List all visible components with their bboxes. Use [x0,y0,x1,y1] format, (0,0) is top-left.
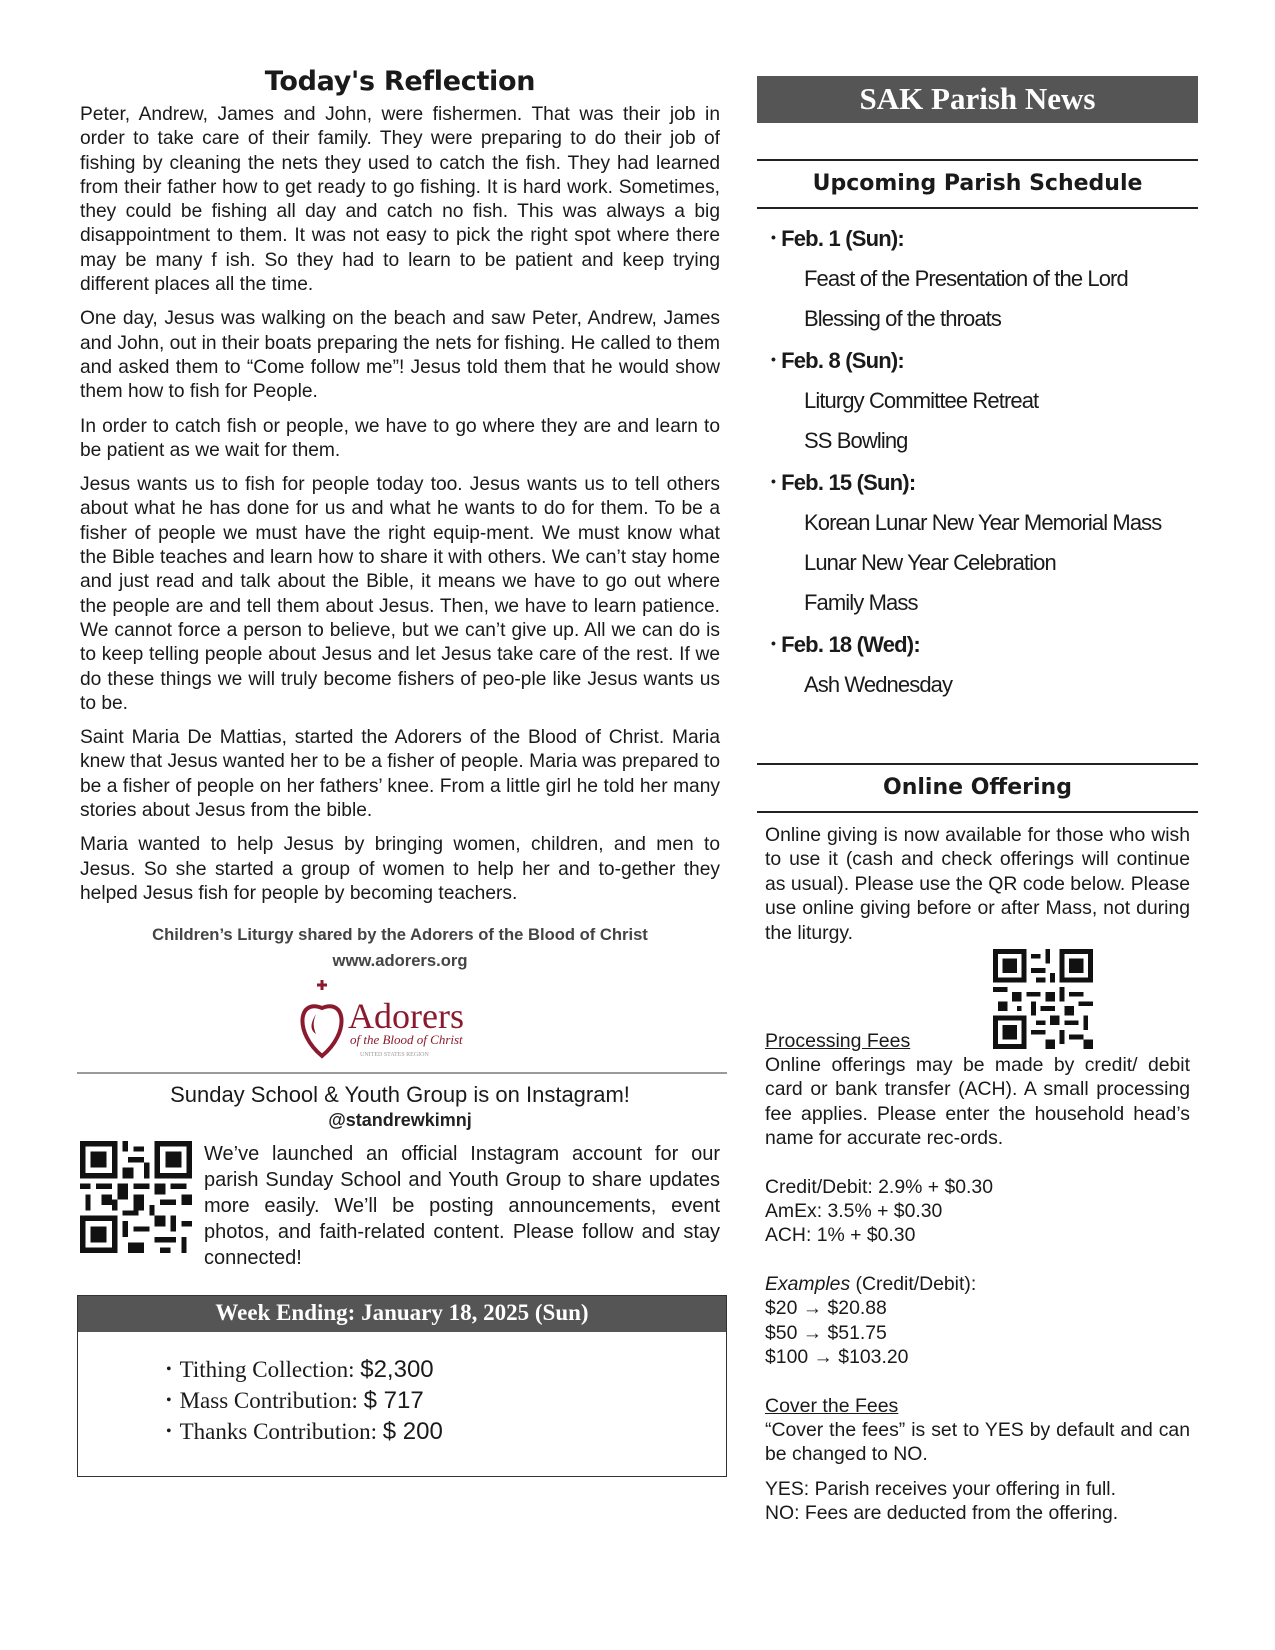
offering-intro: Online giving is now available for those who wish to use it (cash and check offerings will continue as usual). Please use the QR code below. Please use online giving before or after Mass, not during the liturgy. [765,824,1190,944]
parish-news-banner: SAK Parish News [757,76,1198,123]
examples-suffix: (Credit/Debit): [850,1272,977,1295]
reflection-paragraph: Maria wanted to help Jesus by bringing women, children, and men to Jesus. So she started a group of women to help her and to-gether they helped Jesus fish for people by becoming teachers. [80,834,720,904]
schedule-date [771,217,1198,259]
bullet-icon: • [771,351,776,367]
fee-rate: ACH: 1% + $0.30 [765,1224,916,1247]
reflection-paragraph: One day, Jesus was walking on the beach and saw Peter, Andrew, James and John, out in their boats preparing the nets for fishing. He called to them and asked them to “Come follow me”! Jesus told them that he would show them how to fish for People. [80,308,720,403]
schedule-date [771,461,1198,503]
collection-label: Tithing Collection [179,1357,349,1383]
svg-text:of the Blood of Christ: of the Blood of Christ [350,1032,463,1048]
svg-text:UNITED STATES REGION: UNITED STATES REGION [360,1052,429,1059]
schedule-date-text: Feb. 15 (Sun): [781,470,916,495]
online-offering-title: Online Offering [757,763,1198,813]
cover-fees-heading: Cover the Fees [765,1394,899,1417]
left-column [80,66,720,1477]
fee-example: $50 → $51.75 [765,1321,887,1344]
yes-option-text: YES: Parish receives your offering in full. [765,1477,1116,1500]
collection-value: $ 717 [363,1387,424,1415]
schedule-date-text: Feb. 18 (Wed): [781,632,920,657]
processing-fees-text: Online offerings may be made by credit/ debit card or bank transfer (ACH). A small processing fee applies. Please enter the household head’s name for accurate rec-ords. [765,1054,1190,1150]
reflection-paragraph: Peter, Andrew, James and John, were fishermen. That was their job in order to take care of their family. They were preparing to do their job of fishing by cleaning the nets they used to catch the fish. They had learned from their father how to get ready to go fishing. It is hard work. Sometimes, they could be fishing all day and catch no fish. This was always a big disappointment to them. It was not easy to pick the right spot where there may be many f ish. So they had to learn to be patient and keep trying different places all the time. [80,104,720,296]
right-column [757,76,1198,1526]
credit-line: Children’s Liturgy shared by the Adorers of the Blood of Christ [152,925,648,945]
fee-example: $100 → $103.20 [765,1346,909,1369]
credit-url: www.adorers.org [332,951,468,971]
schedule-date [771,623,1198,665]
schedule-event: SS Bowling [804,428,908,453]
cover-fees-text: “Cover the fees” is set to YES by default and can be changed to NO. [765,1418,1190,1466]
reflection-paragraph: Jesus wants us to fish for people today too. Jesus wants us to tell others about what he has done for us and what he wants to do for them. To be a fisher of people we must have the right equip-ment. We must know what the Bible teaches and learn how to share it with others. We can’t stay home and just read and talk about the Bible, it means we have to go out where the people are and tell them about Jesus. Then, we have to learn patience. We cannot force a person to believe, but we can’t give up. All we can do is to keep telling people about Jesus and let Jesus take care of the rest. If we do these things we will truly become fishers of peo-ple like Jesus wants us to be. [80,474,720,714]
instagram-section [80,1141,720,1271]
offering-qr-code-icon[interactable] [993,949,1093,1049]
online-offering-body [757,823,1198,1526]
examples-label: Examples [765,1272,851,1295]
divider [77,1072,727,1074]
instagram-title: Sunday School & Youth Group is on Instagram! [170,1082,630,1108]
instagram-qr-code-icon[interactable] [80,1141,192,1253]
svg-text:Adorers: Adorers [348,996,464,1037]
no-option-text: NO: Fees are deducted from the offering. [765,1502,1119,1525]
week-ending-title: Week Ending: January 18, 2025 (Sun) [78,1296,726,1332]
collection-label: Thanks Contribution [179,1419,371,1445]
collection-item: • Tithing Collection: $2,300 [166,1356,434,1384]
schedule-event: Liturgy Committee Retreat [804,388,1039,413]
schedule-event: Feast of the Presentation of the Lord [804,266,1128,291]
collection-label: Mass Contribution [179,1388,352,1414]
qr-row [765,945,1190,1053]
schedule-date [771,339,1198,381]
bullet-icon: • [771,229,776,245]
schedule-event: Ash Wednesday [804,672,953,697]
bullet-icon: • [771,635,776,651]
schedule-event: Family Mass [804,590,918,615]
reflection-body [80,103,720,906]
collection-list [166,1354,726,1447]
fee-rate: Credit/Debit: 2.9% + $0.30 [765,1175,993,1198]
examples-heading [765,1272,1190,1296]
schedule-event: Blessing of the throats [804,306,1001,331]
adorers-logo-graphic [300,978,500,1064]
processing-fees-heading: Processing Fees [765,1030,911,1053]
adorers-logo [80,978,720,1066]
week-ending-box [77,1295,727,1477]
parish-schedule [771,217,1198,705]
bullet-icon: • [166,1392,172,1410]
fee-rate: AmEx: 3.5% + $0.30 [765,1200,943,1223]
collection-item: • Mass Contribution: $ 717 [166,1387,424,1415]
reflection-title: Today's Reflection [264,66,536,97]
schedule-event: Lunar New Year Celebration [804,550,1056,575]
schedule-event: Korean Lunar New Year Memorial Mass [804,510,1162,535]
reflection-paragraph: In order to catch fish or people, we have to go where they are and learn to be patient as we wait for them. [80,415,720,461]
fee-example: $20 → $20.88 [765,1297,887,1320]
schedule-title: Upcoming Parish Schedule [757,159,1198,209]
bullet-icon: • [166,1361,172,1379]
instagram-handle: @standrewkimnj [328,1110,472,1131]
collection-item: • Thanks Contribution: $ 200 [166,1418,443,1446]
schedule-date-text: Feb. 1 (Sun): [781,226,904,251]
reflection-paragraph: Saint Maria De Mattias, started the Adorers of the Blood of Christ. Maria knew that Jesus wanted her to be a fisher of people. Maria was prepared to be a fisher of people on her fathers’ knee. From a little girl he told her many stories about Jesus from the bible. [80,727,720,822]
collection-value: $2,300 [360,1356,434,1384]
collection-value: $ 200 [382,1418,443,1446]
instagram-description: We’ve launched an official Instagram account for our parish Sunday School and Youth Group to share updates more easily. We’ll be posting announcements, event photos, and faith-related content. Please follow and stay connected! [204,1143,720,1270]
bullet-icon: • [166,1423,172,1441]
bullet-icon: • [771,473,776,489]
schedule-date-text: Feb. 8 (Sun): [781,348,904,373]
liturgy-credit [80,922,720,974]
